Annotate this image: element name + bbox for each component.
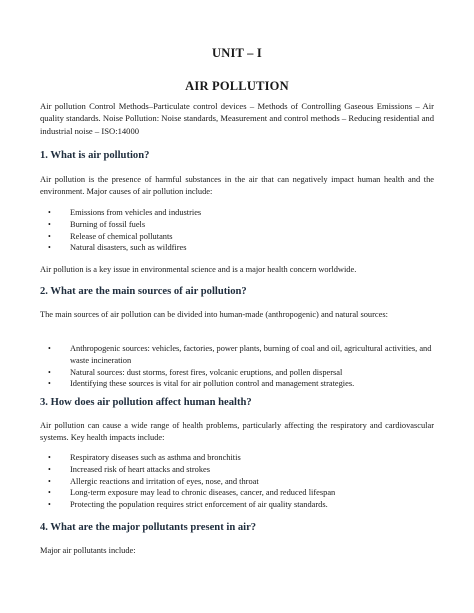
bullet-icon: • — [48, 344, 51, 353]
list-item: • Anthropogenic sources: vehicles, factories, power plants, burning of coal and oil, agricultural activities, and waste incineration — [48, 344, 432, 365]
section-heading-3: 3. How does air pollution affect human health? — [40, 397, 252, 408]
bullet-icon: • — [48, 208, 51, 217]
section-2-bullet-list — [40, 343, 434, 390]
bullet-icon: • — [48, 488, 51, 498]
section-heading-1: 1. What is air pollution? — [40, 150, 150, 161]
section-heading-2: 2. What are the main sources of air pollution? — [40, 286, 247, 297]
syllabus-paragraph: Air pollution Control Methods–Particulate control devices – Methods of Controlling Gaseous Emissions – Air quality standards. Noise Pollution: Noise standards, Measurement and control methods – Reducing residential and industrial noise – ISO:14000 — [40, 101, 434, 136]
list-item: • Identifying these sources is vital for air pollution control and management strategies. — [48, 379, 355, 389]
list-item: • Release of chemical pollutants — [48, 231, 173, 241]
list-item: • Allergic reactions and irritation of eyes, nose, and throat — [48, 476, 259, 486]
list-item: • Natural disasters, such as wildfires — [48, 243, 187, 253]
bullet-icon: • — [48, 243, 51, 253]
section-1-outro: Air pollution is a key issue in environmental science and is a major health concern worldwide. — [40, 265, 357, 274]
section-3-intro: Air pollution can cause a wide range of health problems, particularly affecting the respiratory and cardiovascular systems. Key health impacts include: — [40, 421, 434, 442]
list-item: • Burning of fossil fuels — [48, 219, 146, 229]
section-2-intro: The main sources of air pollution can be divided into human-made (anthropogenic) and natural sources: — [40, 310, 388, 319]
bullet-icon: • — [48, 500, 51, 510]
section-heading-4: 4. What are the major pollutants present in air? — [40, 522, 257, 533]
bullet-icon: • — [48, 367, 51, 377]
bullet-icon: • — [48, 453, 51, 462]
bullet-icon: • — [48, 464, 51, 474]
bullet-icon: • — [48, 379, 51, 389]
section-1-intro: Air pollution is the presence of harmful substances in the air that can negatively impact human health and the environment. Major causes of air pollution include: — [40, 175, 434, 196]
bullet-icon: • — [48, 231, 51, 241]
list-item: • Emissions from vehicles and industries — [48, 208, 202, 217]
bullet-icon: • — [48, 219, 51, 229]
bullet-icon: • — [48, 476, 51, 486]
section-3-bullet-list — [40, 452, 434, 511]
list-item: • Respiratory diseases such as asthma and bronchitis — [48, 453, 241, 462]
document-title: AIR POLLUTION — [185, 79, 289, 93]
list-item: • Increased risk of heart attacks and strokes — [48, 464, 210, 474]
list-item: • Natural sources: dust storms, forest fires, volcanic eruptions, and pollen dispersal — [48, 367, 343, 377]
section-4-intro: Major air pollutants include: — [40, 546, 136, 555]
list-item: • Protecting the population requires strict enforcement of air quality standards. — [48, 500, 328, 510]
section-1-bullet-list — [40, 207, 434, 254]
list-item: • Long-term exposure may lead to chronic diseases, cancer, and reduced lifespan — [48, 488, 336, 498]
unit-title: UNIT – I — [212, 46, 262, 60]
